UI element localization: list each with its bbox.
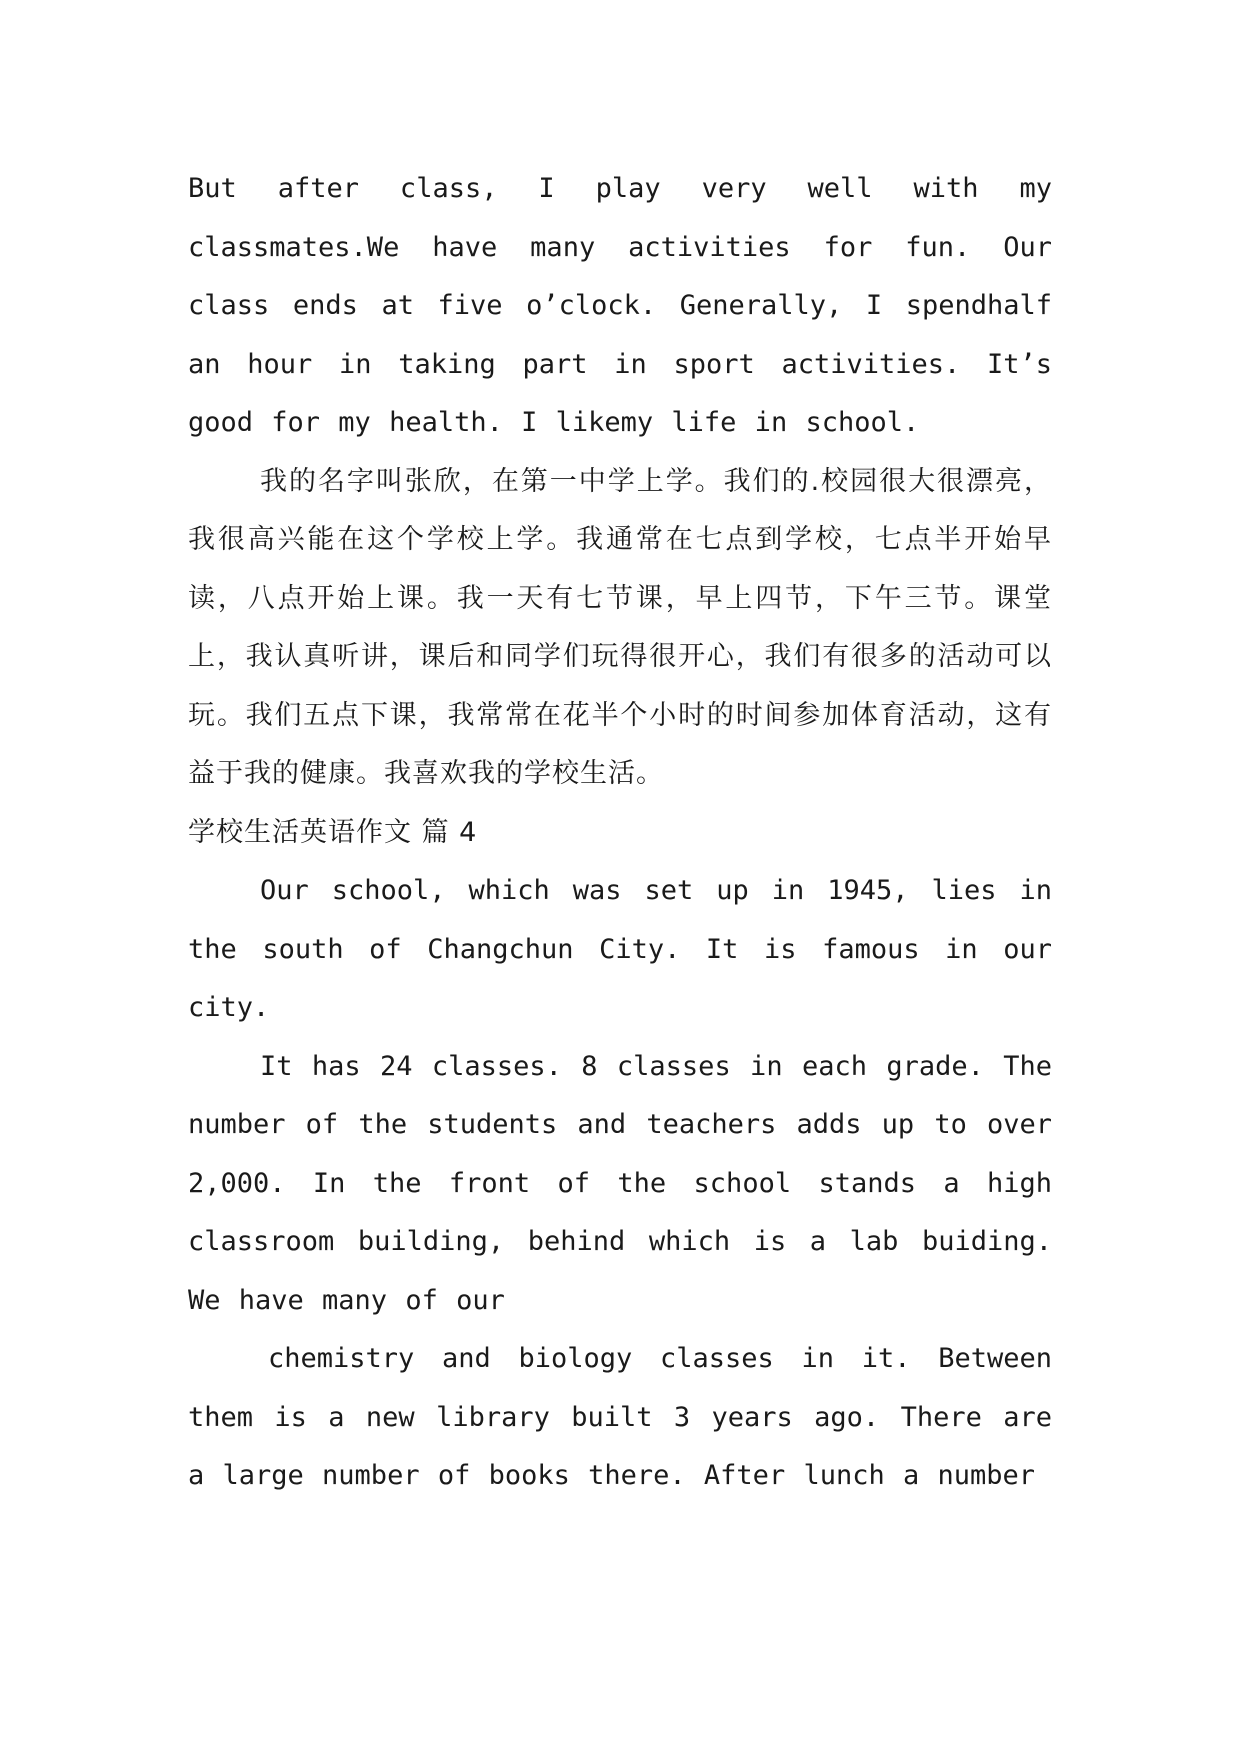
- paragraph-english-4: It has 24 classes. 8 classes in each grade. The number of the students and teachers adds up to over 2,000. In the front of the school stands a high classroom building, behind which is a lab buiding. We have many of our: [188, 1050, 1052, 1316]
- paragraph-english-3: Our school, which was set up in 1945, lies in the south of Changchun City. It is famous in our city.: [188, 875, 1052, 1023]
- section-heading: 学校生活英语作文 篇 4: [188, 816, 478, 848]
- paragraph-english-5: chemistry and biology classes in it. Between them is a new library built 3 years ago. There are a large number of books there. After lunch a number: [188, 1343, 1052, 1491]
- document-page: [188, 160, 1052, 1506]
- paragraph-english-1: But after class, I play very well with my classmates.We have many activities for fun. Our class ends at five o’clock. Generally, I spendhalf an hour in taking part in sport activities. It’s good for my health. I likemy life in school.: [188, 173, 1052, 438]
- paragraph-chinese: 我的名字叫张欣，在第一中学上学。我们的.校园很大很漂亮，我很高兴能在这个学校上学。我通常在七点到学校，七点半开始早读，八点开始上课。我一天有七节课，早上四节，下午三节。课堂上，我认真听讲，课后和同学们玩得很开心，我们有很多的活动可以玩。我们五点下课，我常常在花半个小时的时间参加体育活动，这有益于我的健康。我喜欢我的学校生活。: [188, 465, 1052, 789]
